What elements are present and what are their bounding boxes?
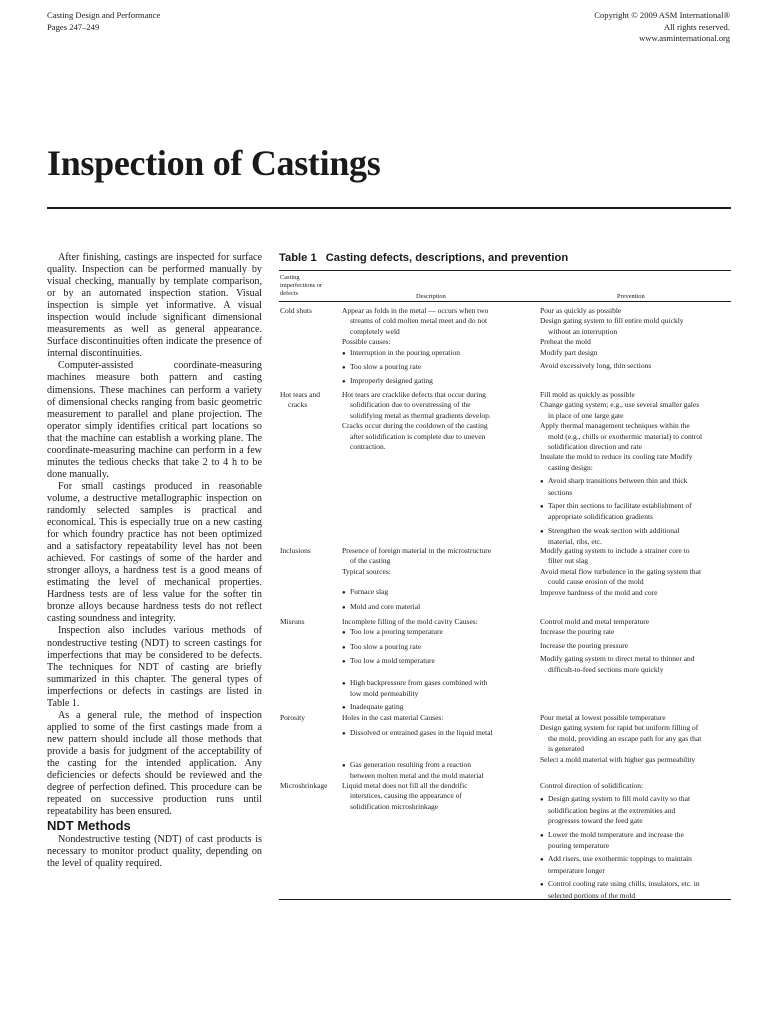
- table-caption-text: Casting defects, descriptions, and prevention: [325, 252, 569, 264]
- description-hot-tears: Hot tears are cracklike defects that occur during solidification due to overstressing of the solidifying metal as thermal gradients develop. Cracks occur during the cooldown of the casting after solidification is complete due to uneven contraction.: [342, 390, 491, 452]
- description-cold-shuts: Appear as folds in the metal — occurs when two streams of cold molten metal meet and do not completely weld Possible causes: ● Interruption in the pouring operation ● Too slow a pouring rate ● Improperly designed gating: [342, 306, 528, 388]
- copyright-line: Copyright © 2009 ASM International®: [594, 10, 730, 20]
- list-item: ● Avoid sharp transitions between thin and thick sections: [540, 476, 731, 498]
- list-item: ● Add risers, use exothermic toppings to maintain temperature longer: [540, 854, 731, 876]
- description-microshrinkage: Liquid metal does not fill all the dendrific interstices, causing the appearance of solidification microshrinkage: [342, 781, 468, 811]
- body-paragraph: Nondestructive testing (NDT) of cast products is necessary to monitor product quality, depending on the level of quality required.: [47, 834, 262, 870]
- section-heading: NDT Methods: [47, 818, 131, 834]
- prevention-misruns: Control mold and metal temperature Increase the pouring rate Increase the pouring pressure Modify gating system to direct metal to thinner and difficult-to-feed sections more quickly: [540, 617, 695, 674]
- running-header-right: [594, 10, 730, 45]
- book-title: Casting Design and Performance: [47, 10, 161, 20]
- table-top-rule: [279, 270, 731, 271]
- body-paragraph: For small castings produced in reasonable volume, a destructive metallographic inspection on randomly selected samples is practical and economical. This is especially true on a new casting for which foundry practice has not been optimized and a satisfactory repeatability level has not been achieved. For castings of some of the harder and stronger alloys, a hardness test is a good means of estimating the level of mechanical properties. Hardness tests are of less value for the softer tin bronze alloys because hardness tests do not reflect casting soundness and integrity.: [47, 480, 262, 625]
- defect-name-porosity: Porosity: [280, 713, 306, 722]
- prevention-hot-tears: Fill mold as quickly as possible Change gating system; e.g., use several smaller gales in place of one large gate Apply thermal management techniques within the mold (e.g., chills or exothermic material) to control solidification direction and rate Insulate the mold to reduce its cooling rate Modify casting design: ● Avoid sharp transitions between thin and thick sections ● Taper thin sections to facilitate establishment of appropriate solidification gradients ● Strengthen the weak section with additional material, ribs, etc.: [540, 390, 731, 548]
- body-paragraph: As a general rule, the method of inspection applied to some of the first castings made from a new pattern should include all those methods that provide a basis for judgment of the acceptability of the casting for the intended application. Any deficiencies or defects should be reviewed and the degree of perfection defined. This procedure can be repeated on successive production runs until repeatability has been ensured.: [47, 709, 262, 818]
- defect-name-hot-tears: Hot tears and cracks: [280, 390, 320, 410]
- list-item: ● High backpressure from gases combined with low mold permeability: [342, 678, 528, 700]
- body-column: [47, 252, 262, 870]
- prevention-porosity: Pour metal at lowest possible temperature Design gating system for rapid but uniform filling of the mold, providing an escape path for any gas that is generated Select a mold material with higher gas permeability: [540, 713, 702, 764]
- list-item: ● Inadequate gating: [342, 702, 528, 713]
- defect-name-inclusions: Inclusions: [280, 546, 311, 555]
- list-item: ● Dissolved or entrained gases in the liquid metal: [342, 728, 528, 739]
- list-item: ● Taper thin sections to facilitate establishment of appropriate solidification gradients: [540, 501, 731, 523]
- running-header-left: [47, 10, 160, 33]
- table-caption: [279, 251, 568, 265]
- list-item: ● Strengthen the weak section with additional material, ribs, etc.: [540, 526, 731, 548]
- list-item: ● Gas generation resulting from a reaction between molten metal and the mold material: [342, 760, 528, 782]
- defect-name-misruns: Misruns: [280, 617, 305, 626]
- list-item: ● Too slow a pouring rate: [342, 362, 528, 373]
- title-rule: [47, 207, 731, 209]
- list-item: ● Improperly designed gating: [342, 376, 528, 387]
- page-title: Inspection of Castings: [47, 143, 381, 183]
- publisher-url: www.asminternational.org: [639, 33, 730, 43]
- list-item: ● Interruption in the pouring operation: [342, 348, 528, 359]
- list-item: ● Furnace slag: [342, 587, 528, 598]
- list-item: ● Control cooling rate using chills, insulators, etc. in selected portions of the mold: [540, 879, 731, 901]
- list-item: ● Lower the mold temperature and increase the pouring temperature: [540, 830, 731, 852]
- table-number: Table 1: [279, 252, 317, 264]
- list-item: ● Mold and core material: [342, 602, 528, 613]
- body-paragraph: After finishing, castings are inspected for surface quality. Inspection can be performed manually by visual checking, manually by template comparison, or by an automated inspection station. Visual inspection is simple yet informative. A visual inspection would include significant dimensional measurements as well as general appearance. Surface discontinuities often indicate the presence of internal discontinuities.: [47, 252, 262, 360]
- rights-line: All rights reserved.: [663, 21, 730, 32]
- defect-name-cold-shuts: Cold shuts: [280, 306, 312, 315]
- prevention-cold-shuts: Pour as quickly as possible Design gating system to fill entire mold quickly without an interruption Preheat the mold Modify part design Avoid excessively long, thin sections: [540, 306, 684, 371]
- description-inclusions: Presence of foreign material in the microstructure of the casting Typical sources: ● Furnace slag ● Mold and core material: [342, 546, 528, 613]
- list-item: ● Too low a pouring temperature: [342, 627, 528, 638]
- table-header-defects: Casting imperfections or defects: [280, 274, 323, 297]
- prevention-microshrinkage: Control direction of solidification: ● Design gating system to fill mold cavity so that solidification begins at the extremities and progresses toward the feed gate ● Lower the mold temperature and increase the pouring temperature ● Add risers, use exothermic toppings to maintain temperature longer ● Control cooling rate using chills, insulators, etc. in selected portions of the mold: [540, 781, 731, 901]
- prevention-inclusions: Modify gating system to include a strainer core to filter out slag Avoid metal flow turbulence in the gating system that could cause erosion of the mold Improve hardness of the mold and core: [540, 546, 702, 597]
- list-item: ● Too slow a pouring rate: [342, 642, 528, 653]
- body-paragraph: Computer-assisted coordinate-measuring machines measure both pattern and casting dimensions. These machines can perform a variety of dimensional checks ranging from basic geometric measurement to parallel and plane projection. The operator simply identifies critical part locations so that the machine can establish a working plane. The coordinate-measuring machine can perform in a few minutes the tedious checks that take 2 to 4 h to be done manually.: [47, 360, 262, 480]
- list-item: ● Too low a mold temperature: [342, 656, 528, 667]
- table-header-prevention: Prevention: [617, 293, 645, 300]
- defect-name-microshrinkage: Microshrinkage: [280, 781, 328, 790]
- body-paragraph: Inspection also includes various methods of nondestructive testing (NDT) to screen castings for imperfections that may be considered to be defects. The techniques for NDT of casting are briefly summarized in this chapter. The general types of imperfections or defects in castings are listed in Table 1.: [47, 625, 262, 709]
- table-header-description: Description: [416, 293, 446, 300]
- table-header-rule: [279, 301, 731, 302]
- list-item: ● Design gating system to fill mold cavity so that solidification begins at the extremities and progresses toward the feed gate: [540, 794, 731, 826]
- page-range: Pages 247–249: [47, 21, 100, 32]
- description-misruns: Incomplete filling of the mold cavity Causes: ● Too low a pouring temperature ● Too slow a pouring rate ● Too low a mold temperature ● High backpressure from gases combined with low mold permeability ● Inadequate gating: [342, 617, 528, 714]
- description-porosity: Holes in the cast material Causes: ● Dissolved or entrained gases in the liquid metal ● Gas generation resulting from a reaction between molten metal and the mold material: [342, 713, 528, 782]
